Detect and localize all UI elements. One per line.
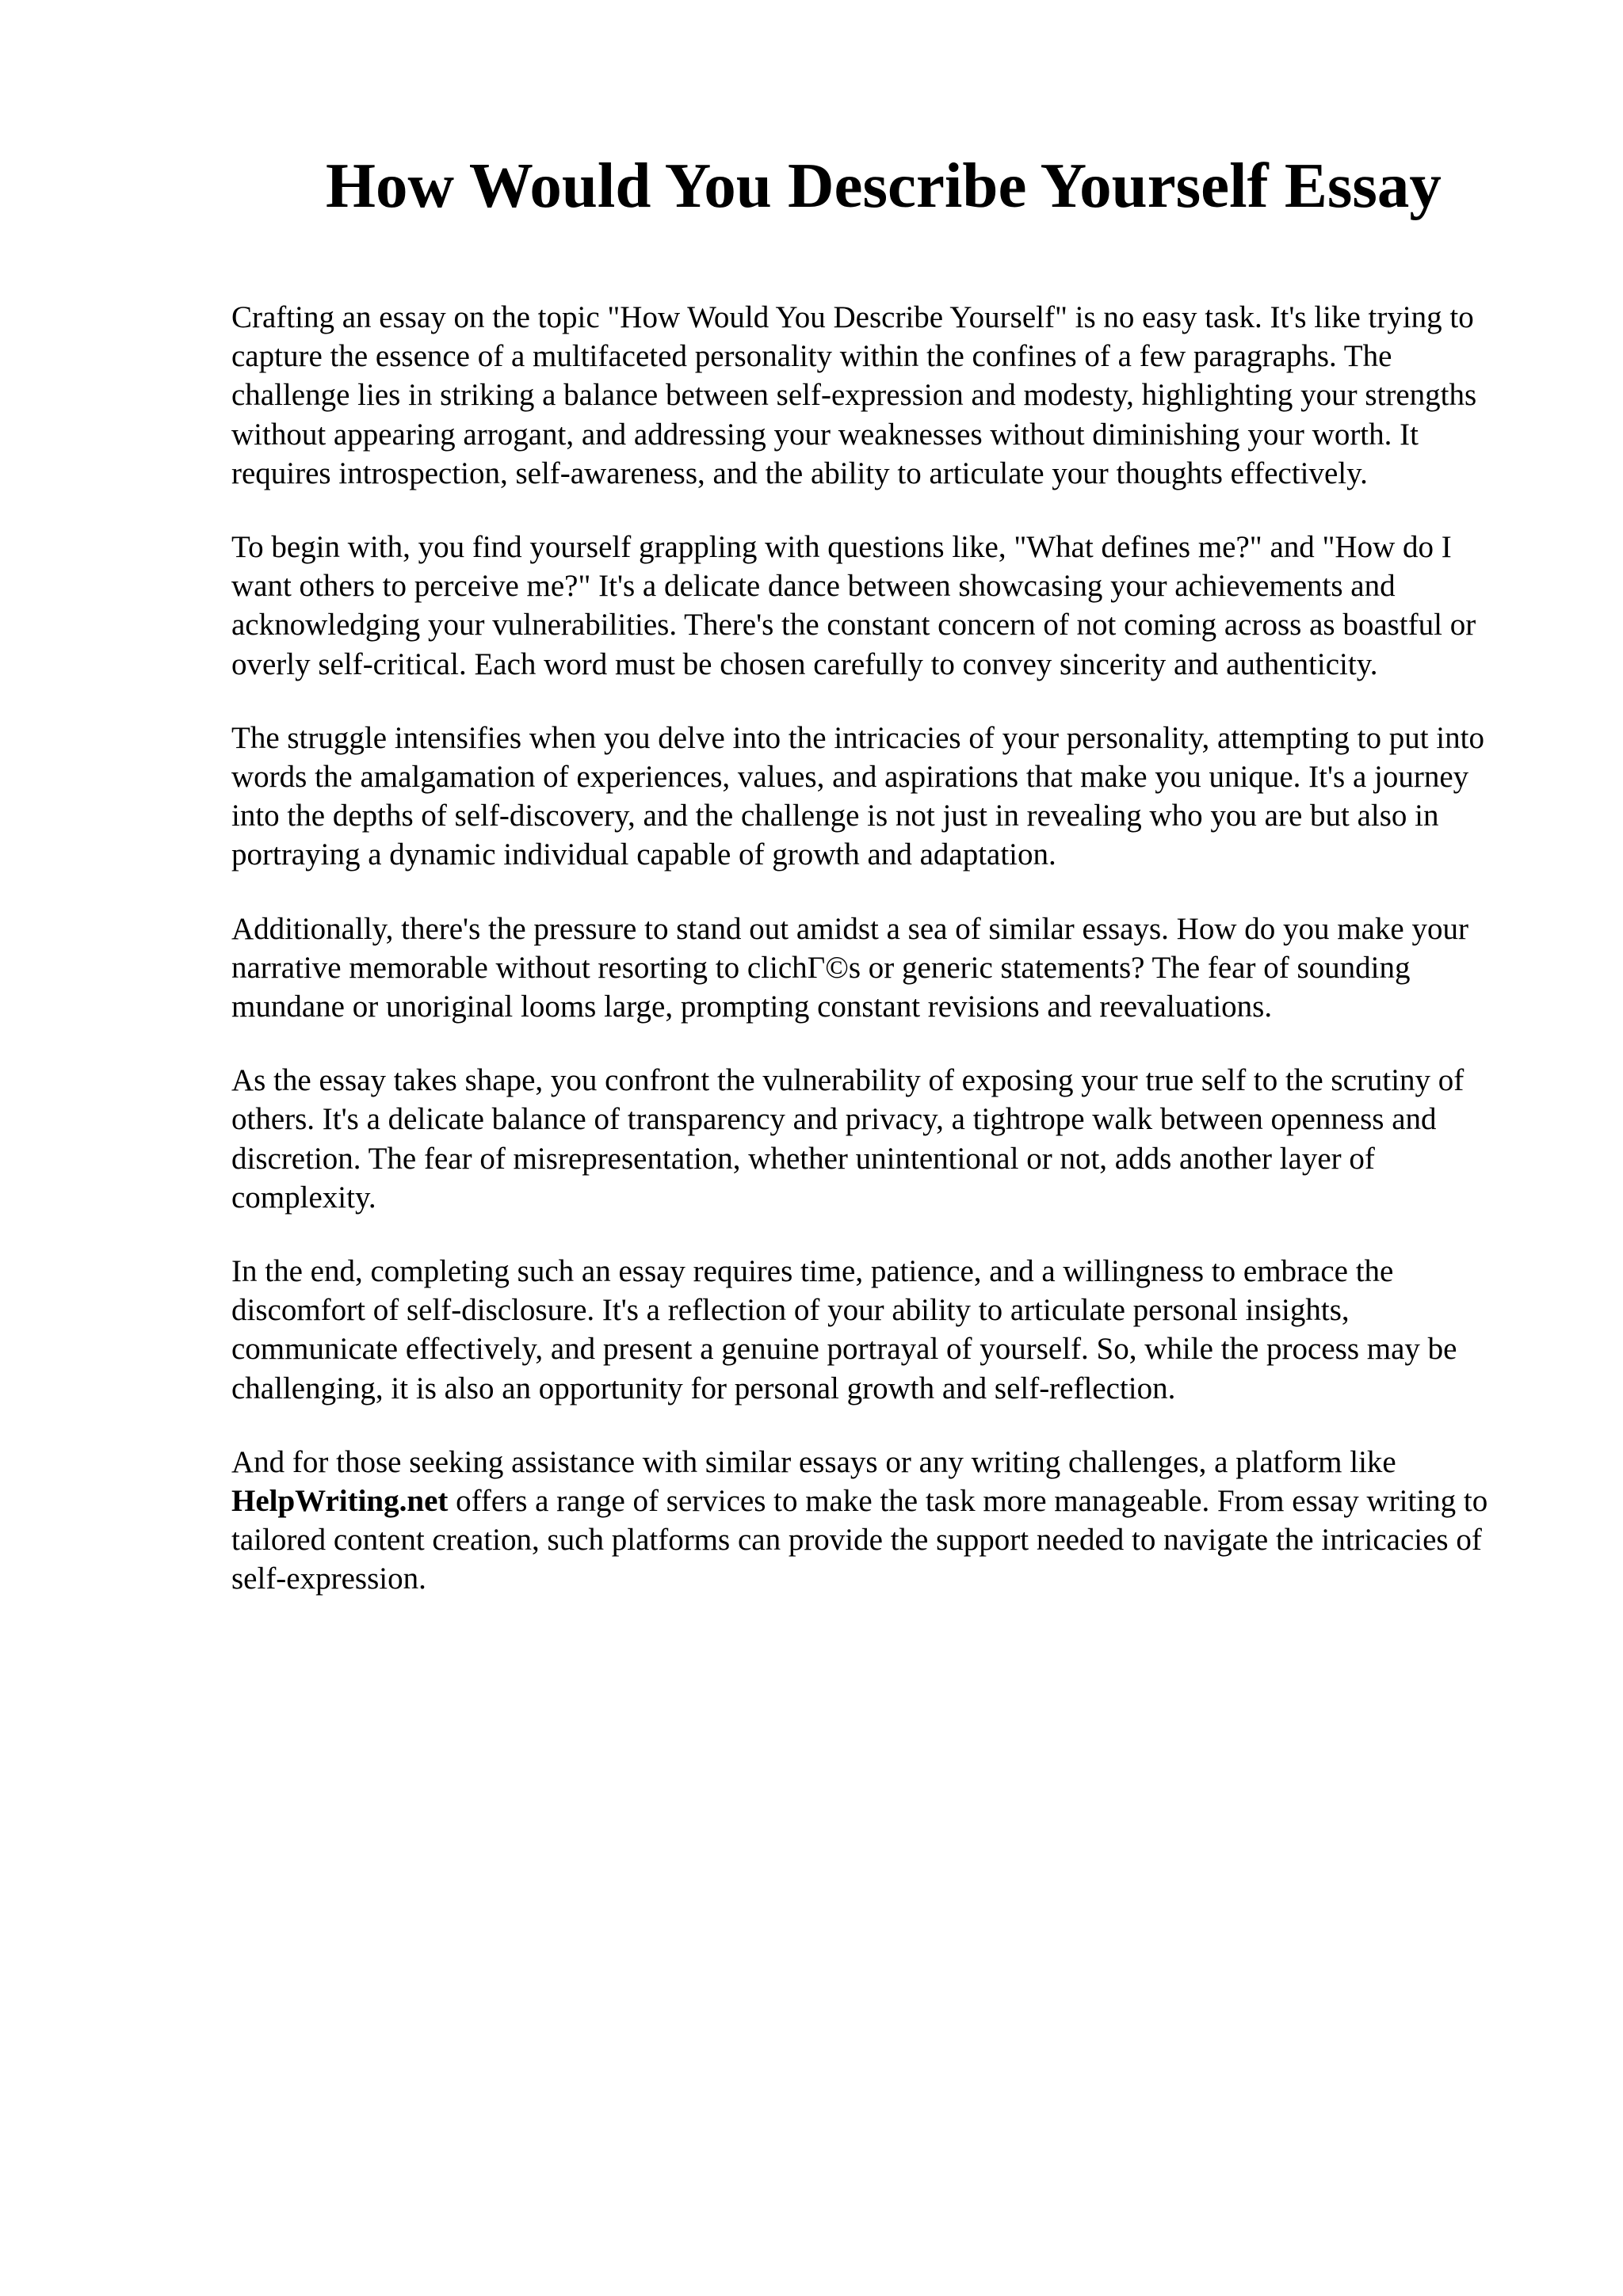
- closing-text-after: offers a range of services to make the task more manageable. From essay writing to tailored content creation, such platforms can provide the support needed to navigate the intricacies of self-expression.: [231, 1484, 1488, 1596]
- closing-paragraph: [231, 1443, 1509, 1599]
- paragraph-3: The struggle intensifies when you delve into the intricacies of your personality, attempting to put into words the amalgamation of experiences, values, and aspirations that make you unique. It's a journey into the depths of self-discovery, and the challenge is not just in revealing who you are but also in portraying a dynamic individual capable of growth and adaptation.: [231, 720, 1484, 872]
- paragraph-1: Crafting an essay on the topic "How Would You Describe Yourself" is no easy task. It's like trying to capture the essence of a multifaceted personality within the confines of a few paragraphs. The challenge lies in striking a balance between self-expression and modesty, highlighting your strengths without appearing arrogant, and addressing your weaknesses without diminishing your worth. It requires introspection, self-awareness, and the ability to articulate your thoughts effectively.: [231, 300, 1477, 490]
- brand-name: HelpWriting.net: [231, 1484, 449, 1519]
- paragraph-5: As the essay takes shape, you confront the vulnerability of exposing your true self to the scrutiny of others. It's a delicate balance of transparency and privacy, a tightrope walk between openness and discretion. The fear of misrepresentation, whether unintentional or not, adds another layer of complexity.: [231, 1063, 1465, 1215]
- essay-body: [231, 298, 1509, 1634]
- document-title: How Would You Describe Yourself Essay: [326, 150, 1442, 221]
- paragraph-4: Additionally, there's the pressure to stand out amidst a sea of similar essays. How do you make your narrative memorable without resorting to clichГ©s or generic statements? The fear of sounding mundane or unoriginal looms large, prompting constant revisions and reevaluations.: [231, 911, 1468, 1024]
- paragraph-6: In the end, completing such an essay requires time, patience, and a willingness to embrace the discomfort of self-disclosure. It's a reflection of your ability to articulate personal insights, communicate effectively, and present a genuine portrayal of yourself. So, while the process may be challenging, it is also an opportunity for personal growth and self-reflection.: [231, 1254, 1457, 1405]
- paragraph-2: To begin with, you find yourself grappling with questions like, "What defines me?" and "How do I want others to perceive me?" It's a delicate dance between showcasing your achievements and acknowledging your vulnerabilities. There's the constant concern of not coming across as boastful or overly self-critical. Each word must be chosen carefully to convey sincerity and authenticity.: [231, 530, 1476, 681]
- closing-text-before: And for those seeking assistance with similar essays or any writing challenges, a platform like: [231, 1444, 1396, 1479]
